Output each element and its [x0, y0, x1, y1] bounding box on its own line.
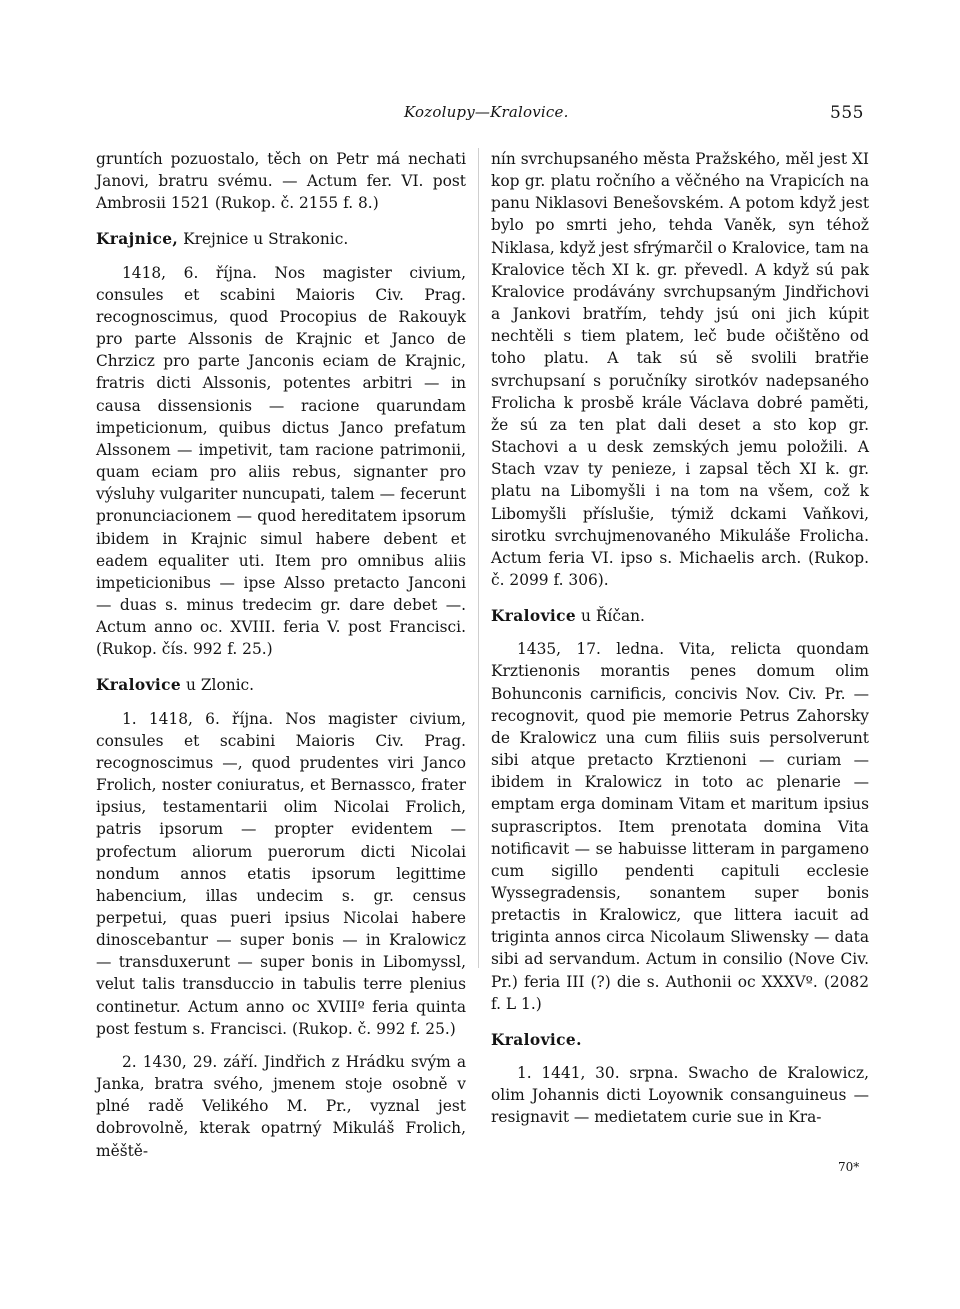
- heading-bold: Kralovice.: [491, 1030, 582, 1049]
- section-heading-kralovice: [491, 1029, 869, 1051]
- running-head: Kozolupy—Kralovice.: [404, 103, 569, 121]
- section-heading-kralovice-rican: [491, 605, 869, 627]
- paragraph: 1418, 6. října. Nos magister civium, consules et scabini Maioris Civ. Prag. recognoscimus, quod Procopius de Rakouyk pro parte Alssonis de Krajnic et Janco de Chrzicz pro parte Janconis eciam de Krajnic, fratris dicti Alssonis, potentes arbitri — in causa dissensionis — racione quarundam impeticionum, quibus dictus Janco prefatum Alssonem — impetivit, tam racione patrimonii, quam eciam pro aliis rebus, signanter pro výsluhy vulgariter nuncupati, talem — fecerunt pronunciacionem — quod hereditatem ipsorum ibidem in Krajnic simul habere debent et eadem equaliter uti. Item pro omnibus aliis impeticionibus — ipse Alsso pretacto Janconi — duas s. minus tredecim gr. dare debet —. Actum anno oc. XVIII. feria V. post Francisci. (Rukop. čís. 992 f. 25.): [96, 263, 466, 659]
- heading-bold: Kralovice: [96, 676, 182, 695]
- paragraph: 2. 1430, 29. září. Jindřich z Hrádku svým a Janka, bratra svého, jmenem stoje osobně v plné radě Velikého M. Pr., vyznal jest dobrovolně, kterak opatrný Mikuláš Frolich, měště-: [96, 1052, 466, 1160]
- heading-bold: Kralovice: [491, 607, 577, 626]
- left-column: [96, 148, 466, 1162]
- paragraph: nín svrchupsaného města Pražského, měl jest XI kop gr. platu ročního a věčného na Vrapicích na panu Niklasovi Benešovském. A potom když jest bylo po smrti jeho, tehda Vaněk, syn téhož Niklasa, když jest sfrýmarčil o Kralovice, tam na Kralovice těch XI k. gr. převedl. A když sú pak Kralovice prodávány svrchupsaným Jindřichovi a Jankovi bratřím, tehdy jsú oni jich kúpit nechtěli s tiem platem, leč bude očištěno od toho platu. A tak sú sě svolili bratřie svrchupsaní s poručníky sirotkóv nadepsaného Frolicha k prosbě krále Václava dobré paměti, že sú za ten plat dali deset a sto kop gr. Stachovi a u desk zemských jemu položili. A Stach vzav ty penieze, i zapsal těch XI k. gr. platu na Libomyšli i na tom na všem, což k Libomyšli příslušie, týmiž dckami Vaňkovi, sirotku svrchujmenovaného Mikuláše Frolicha. Actum feria VI. ipso s. Michaelis arch. (Rukop. č. 2099 f. 306).: [491, 150, 869, 589]
- paragraph: 1. 1441, 30. srpna. Swacho de Kralowicz, olim Johannis dicti Loyownik consanguineus — resignavit — medietatem curie sue in Kra-: [491, 1064, 869, 1127]
- paragraph: gruntích pozuostalo, těch on Petr má nechati Janovi, bratru svému. — Actum fer. VI. post Ambrosii 1521 (Rukop. č. 2155 f. 8.): [96, 150, 466, 213]
- heading-bold: Krajnice,: [96, 230, 179, 249]
- section-heading-krajnice: [96, 228, 466, 250]
- heading-rest: Krejnice u Strakonic.: [178, 230, 349, 249]
- paragraph: 1. 1418, 6. října. Nos magister civium, consules et scabini Maioris Civ. Prag. recognoscimus —, quod prudentes viri Janco Frolich, noster coniuratus, et Bernassco, frater ipsius, testamentarii olim Nicolai Frolich, patris ipsorum — propter evidentem — profectum aliorum puerorum dicti Nicolai nondum annos etatis ipsorum legittime habencium, illas undecim s. gr. census perpetui, quas pueri ipsius Nicolai habere dinoscebantur — super bonis — in Kralowicz — transduxerunt — super bonis in Libomyssl, velut talis transduccio in tabulis terre plenius continetur. Actum anno oc XVIIIº feria quinta post festum s. Francisci. (Rukop. č. 992 f. 25.): [96, 709, 466, 1038]
- paragraph: 1435, 17. ledna. Vita, relicta quondam Krztienonis morantis penes domum olim Bohunconis carnificis, concivis Nov. Civ. Pr. — recognovit, quod pie memorie Petrus Zahorsky de Kralowicz una cum filiis suis persolverunt sibi atque pretacto Krztienoni — curiam — ibidem in Kralowicz in toto ac plenarie — emptam erga dominam Vitam et maritum ipsius suprascriptos. Item prenotata domina Vita notificavit — se habuisse litteram in pargameno cum sigillo pendenti capituli ecclesie Wyssegradensis, sonantem super bonis pretactis in Kralowicz, que littera iacuit ad triginta annos circa Nicolaum Sliwensky — data sibi ad servandum. Actum in consilio (Nove Civ. Pr.) feria III (?) die s. Authonii oc XXXVº. (2082 f. L 1.): [491, 640, 869, 1013]
- heading-rest: u Zlonic.: [181, 676, 255, 695]
- page-header: [0, 103, 960, 127]
- right-column: [491, 148, 869, 1129]
- column-divider: [478, 148, 479, 968]
- signature-mark: 70*: [838, 1160, 860, 1174]
- section-heading-kralovice-zlonic: [96, 674, 466, 696]
- page-number: 555: [830, 103, 864, 123]
- spacer: [96, 1040, 466, 1051]
- heading-rest: u Říčan.: [576, 607, 645, 626]
